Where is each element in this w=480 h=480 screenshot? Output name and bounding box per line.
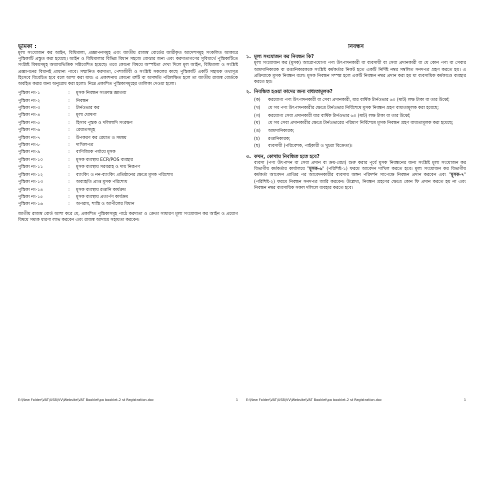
list-text: করযোগ্য সেবা প্রদানকারী যার বার্ষিক টার্নওভার ৬০ (ষাট) লক্ষ টাকা বা তার উর্ধ্বে; [268,113,411,119]
booklet-title: মূসক ব্যবস্থায় রপ্তানি কার্যক্রম [76,187,126,193]
question-3-text: কখন, কোথায় নিবন্ধিত হতে হবে? [254,154,320,160]
left-footer [18,398,238,402]
booklet-title: নিবন্ধন [76,98,89,104]
list-text: ব্যবসায়ী (পরিবেশক, পাইকারী ও খুচরা বিক্রেতা)। [268,144,353,150]
booklet-number: পুস্তিকা নং-৯ [18,150,41,156]
list-marker: (ঘ) [254,121,261,127]
booklet-title: মূসক ব্যবস্থায় প্রত্যর্পণ কার্যক্রম [76,194,128,200]
list-item [254,129,466,135]
booklet-title: মূসক ব্যবস্থায় ECR/POS ব্যবহার [76,157,133,163]
booklet-number: পুস্তিকা নং-১০ [18,157,43,163]
booklet-number: পুস্তিকা নং-৮ [18,143,41,149]
list-text: করযোগ্য পণ্য উৎপাদনকারী বা সেবা প্রদানকারী, যার বার্ষিক টার্নওভার ৬০ (ষাট) লক্ষ টাকা বা তার উর্ধ্বে; [268,98,450,104]
booklet-row: পুস্তিকা নং-১১ : মূসক ব্যবস্থায় সরবরাহ ও দায় নিরূপণ [18,164,238,171]
list-item [254,106,466,112]
booklet-number: পুস্তিকা নং-১ [18,91,41,97]
booklet-row: পুস্তিকা নং-১৩ : অব্যাহতি প্রাপ্ত মূসক পরিশোধ [18,179,238,186]
list-marker: (ঙ) [254,128,261,134]
booklet-number: পুস্তিকা নং-৬ [18,128,41,134]
booklet-number: পুস্তিকা নং-২ [18,98,41,104]
booklet-number: পুস্তিকা নং-১৩ [18,180,43,186]
booklet-row: পুস্তিকা নং-১ : মূসক নিবন্ধন সংক্রান্ত জ্ঞাতব্য [18,90,238,97]
list-item [254,137,466,143]
question-1-text: মূল্য সংযোজন কর নিবন্ধন কি? [254,55,314,60]
booklet-number: পুস্তিকা নং-১১ [18,165,43,171]
booklet-row: পুস্তিকা নং-১৫ : মূসক ব্যবস্থায় প্রত্যর্পণ কার্যক্রম [18,194,238,201]
question-2-text: নিবন্ধিত হওয়া কাদের জন্য বাধ্যতামূলক? [254,90,333,96]
booklet-number: পুস্তিকা নং-৪ [18,113,41,119]
form-name-1: মূসক-৬ [309,167,323,173]
booklet-title: রেয়াতসমূহ [76,128,95,134]
booklet-title: মূসক ব্যবস্থায় সরবরাহ ও দায় নিরূপণ [76,165,141,171]
booklet-row: পুস্তিকা নং-২ : নিবন্ধন [18,98,238,105]
right-page [246,44,466,406]
list-item [254,114,466,120]
intro-heading: ভূমিকা : [18,44,37,50]
page-title: নিবন্ধন [348,44,364,50]
list-text: রপ্তানিকারক; [268,136,291,142]
obligation-list [246,98,466,150]
booklet-list [18,90,238,209]
booklet-row: পুস্তিকা নং-৩ : টার্নওভার কর [18,105,238,112]
booklet-row: পুস্তিকা নং-১২ : ব্যাংকিং ও নন-ব্যাংকিং প্রতিষ্ঠানের ক্ষেত্রে মূসক পরিশোধ [18,172,238,179]
booklet-title: অব্যাহতি প্রাপ্ত মূসক পরিশোধ [76,180,128,186]
booklet-title: দাখিলপত্র [76,143,94,149]
answer-1: মূল্য সংযোজন কর (মূসক) আরোপযোগ্য পণ্য উৎপাদনকারী বা ব্যবসায়ী বা সেবা প্রদানকারী বা যে কোন পণ্য বা সেবার আমদানিকারক বা রপ্তানিকারককে সংশ্লিষ্ট কর্মকর্তার নিকট হতে একটি নির্দিষ্ট নম্বর সম্বলিত সনদপত্র গ্রহণ করতে হয়। এ প্রক্রিয়াকে মূসক নিবন্ধন বলে। মূসক নিবন্ধন সম্পন্ন হলে একটি নিবন্ধন নম্বর প্রদান করা হয় যা ব্যবসায়িক কর্মকাণ্ডে ব্যবহার করতে হয়। [254,61,466,86]
booklet-row: পুস্তিকা নং-৭ : উপকরণ কর রেয়াত ও সমন্বয় [18,135,238,142]
booklet-row: পুস্তিকা নং-৯ : বাণিজ্যিক পর্যায়ে মূসক [18,149,238,156]
booklet-number: পুস্তিকা নং-৩ [18,106,41,112]
booklet-row: পুস্তিকা নং-৬ : রেয়াতসমূহ [18,127,238,134]
list-text: যে সব সেবা প্রদানকারীর ক্ষেত্রে টার্নওভারের পরিমাণ নির্বিশেষে মূসক নিবন্ধন গ্রহণ বাধ্যতামূলক করা হয়েছে; [268,121,454,127]
intro-paragraph: মূল্য সংযোজন কর আইন, বিধিমালা, প্রজ্ঞাপনসমূহ এবং জাতীয় রাজস্ব বোর্ডের জারীকৃত আদেশসমূহ সংকলিত আকারে পুস্তিকাটি প্রস্তুত করা হয়েছে। আইন ও বিধিমালার বিভিন্ন বিধান সহজে বোঝার জন্য এবং করদাতাগণের সুবিধার্থে পুস্তিকাটিতে সংশ্লিষ্ট বিষয়সমূহ অধ্যায়ভিত্তিক সন্নিবেশিত হয়েছে। তবে কোনো বিষয়ে অস্পষ্টতা দেখা দিলে মূল আইন, বিধিমালা ও সংশ্লিষ্ট প্রজ্ঞাপনের বিধানই প্রাধান্য পাবে। সম্মানিত করদাতা, পেশাজীবী ও সংশ্লিষ্ট সকলের কাছে পুস্তিকাটি একটি সহায়ক তথ্যসূত্র হিসেবে বিবেচিত হবে বলে আশা করা যায়। এ প্রকাশনায় কোনো ত্রুটি বা অসঙ্গতি পরিলক্ষিত হলে তা জাতীয় রাজস্ব বোর্ডকে অবহিত করার জন্য অনুরোধ করা হলো। নিম্নে প্রকাশিত পুস্তিকাসমূহের তালিকা দেওয়া হলো। [18,51,238,88]
booklet-row: পুস্তিকা নং-৮ : দাখিলপত্র [18,142,238,149]
list-marker: (খ) [254,105,261,111]
question-3: ৩. কখন, কোথায় নিবন্ধিত হতে হবে? [246,154,320,160]
booklet-title: বাণিজ্যিক পর্যায়ে মূসক [76,150,116,156]
left-page [18,44,238,406]
booklet-number: পুস্তিকা নং-১৬ [18,202,43,208]
list-marker: (চ) [254,136,260,142]
list-item [254,121,466,127]
list-marker: (ছ) [254,144,261,150]
booklet-title: মূসক নিবন্ধন সংক্রান্ত জ্ঞাতব্য [76,91,127,97]
booklet-title: মূল্য ঘোষণা [76,113,97,119]
form-name-2: মূসক-৭ [450,173,464,179]
page-number: 1 [463,398,466,402]
booklet-row: পুস্তিকা নং-৪ : মূল্য ঘোষণা [18,112,238,119]
question-1: ১. মূল্য সংযোজন কর নিবন্ধন কি? [246,55,314,60]
booklet-row: পুস্তিকা নং-১৬ : অপরাধ, শাস্তি ও আপীলের বিধান [18,201,238,208]
file-path: E:\New Folder\VAT\USB\VV\Website\VAT Booklet\pa booklet-2 st Registration.doc [246,398,382,402]
booklet-title: অপরাধ, শাস্তি ও আপীলের বিধান [76,202,135,208]
list-text: আমদানিকারক; [268,128,295,134]
booklet-row: পুস্তিকা নং-১৪ : মূসক ব্যবস্থায় রপ্তানি কার্যক্রম [18,187,238,194]
page-number: 1 [235,398,238,402]
closing-paragraph: জাতীয় রাজস্ব বোর্ড আশা করে যে, প্রকাশিত পুস্তিকাসমূহ পাঠে করদাতা ও ক্রেতা সাধারণ মূল্য সংযোজন কর আইন ও প্রয়োগ বিষয়ে সম্যক ধারণা লাভ করবেন এবং রাজস্ব আদায়ে সহায়তা করবেন। [18,211,238,223]
booklet-number: পুস্তিকা নং-৫ [18,120,41,126]
answer-3: ব্যবসা (পণ্য উৎপাদন বা সেবা প্রদান বা ক্রয়-বেচা) শুরু করার পূর্বে মূসক নিবন্ধনের জন্য সংশ্লিষ্ট মূল্য সংযোজন কর বিভাগীয় কর্মকর্তার কার্যালয়ে "মূসক-৬" (পরিশিষ্ট-১) ফরমে আবেদন দাখিল করতে হবে। মূল্য সংযোজন কর বিভাগীয় কর্মকর্তা আবেদন প্রাপ্তির পর আবেদনকারীর ব্যবসায় অঙ্গন পরিদর্শন সাপেক্ষে নিবন্ধন প্রদান করবেন এবং "মূসক-৭" (পরিশিষ্ট-২) ফরমে নিবন্ধন সনদপত্র জারি করবেন। উল্লেখ্য, নিবন্ধন গ্রহণের ক্ষেত্রে কোন ফি প্রদান করতে হয় না এবং নিবন্ধন নম্বর ব্যবসায়িক সকল দলিলে ব্যবহার করতে হবে। [254,160,466,191]
list-item [254,98,466,104]
booklet-title: হিসাব পুস্তক ও দলিলাদি সংরক্ষণ [76,120,133,126]
booklet-number: পুস্তিকা নং-৭ [18,135,41,141]
booklet-number: পুস্তিকা নং-১৫ [18,194,43,200]
booklet-title: ব্যাংকিং ও নন-ব্যাংকিং প্রতিষ্ঠানের ক্ষেত্রে মূসক পরিশোধ [76,172,173,178]
list-text: যে সব পণ্য উৎপাদনকারীর ক্ষেত্রে টার্নওভার নির্বিশেষে মূসক নিবন্ধন গ্রহণ বাধ্যতামূলক করা হয়েছে; [268,105,439,111]
list-item [254,144,466,150]
booklet-number: পুস্তিকা নং-১৪ [18,187,43,193]
question-2: ২. নিবন্ধিত হওয়া কাদের জন্য বাধ্যতামূলক? [246,90,333,96]
list-marker: (ক) [254,98,261,104]
booklet-title: উপকরণ কর রেয়াত ও সমন্বয় [76,135,127,141]
booklet-number: পুস্তিকা নং-১২ [18,172,43,178]
booklet-row: পুস্তিকা নং-৫ : হিসাব পুস্তক ও দলিলাদি সংরক্ষণ [18,120,238,127]
list-marker: (গ) [254,113,261,119]
booklet-title: টার্নওভার কর [76,106,100,112]
right-footer [246,398,466,402]
booklet-row: পুস্তিকা নং-১০ : মূসক ব্যবস্থায় ECR/POS ব্যবহার [18,157,238,164]
file-path: E:\New Folder\VAT\USB\VV\Website\VAT Booklet\pa booklet-2 st Registration.doc [18,398,154,402]
